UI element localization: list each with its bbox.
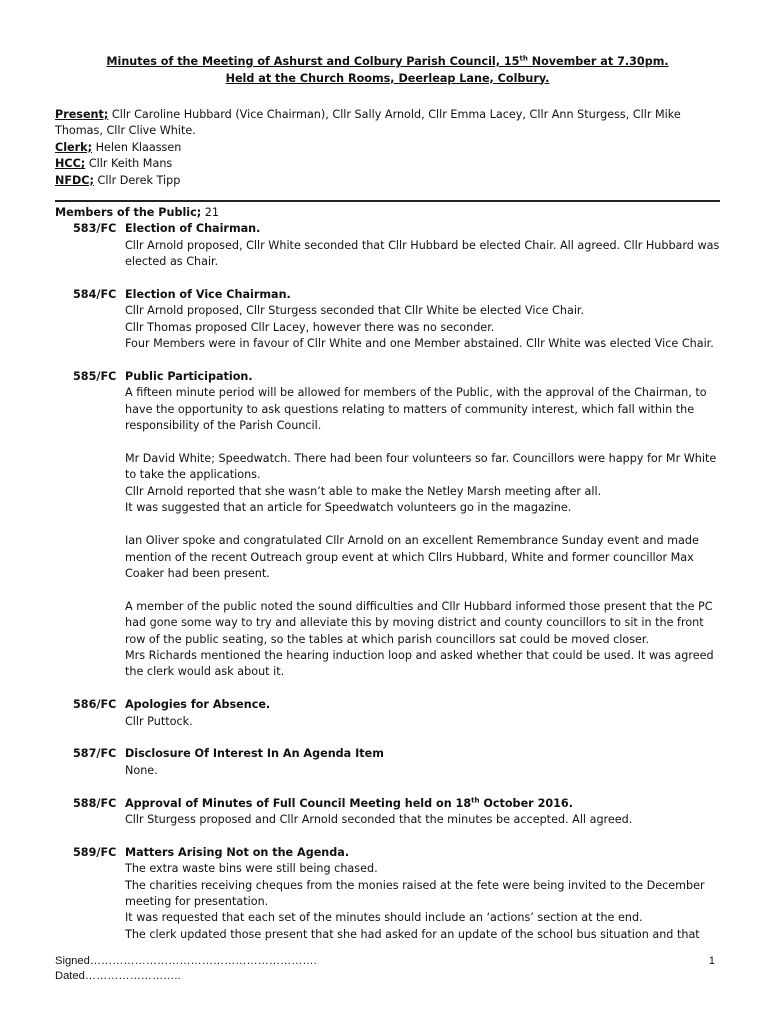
item-heading: Public Participation. xyxy=(125,370,253,384)
item-heading: Disclosure Of Interest In An Agenda Item xyxy=(125,747,384,761)
item-number: 586/FC xyxy=(73,698,117,712)
minute-item-583 xyxy=(55,221,720,270)
document-title xyxy=(55,54,720,87)
item-text: Cllr Arnold proposed, Cllr White seconded that Cllr Hubbard be elected Chair. All agreed. Cllr Hubbard was elected as Chair. xyxy=(125,238,720,269)
item-text: A member of the public noted the sound difficulties and Cllr Hubbard informed those present that the PC had gone some way to try and alleviate this by moving district and county councillors to sit in the front row of the public seating, so the tables at which parish councillors sat could be moved closer. xyxy=(125,599,713,646)
nfdc-line: NFDC; Cllr Derek Tipp xyxy=(55,173,181,187)
clerk-line: Clerk; Helen Klaassen xyxy=(55,140,182,154)
item-heading: Matters Arising Not on the Agenda. xyxy=(125,845,350,859)
item-number: 585/FC xyxy=(73,370,117,384)
item-text: The charities receiving cheques from the monies raised at the fete were being invited to the December meeting for presentation. xyxy=(125,878,705,908)
minute-item-587 xyxy=(55,746,720,779)
item-text: Cllr Puttock. xyxy=(125,714,193,728)
item-number: 587/FC xyxy=(73,747,117,761)
dated-line: Dated…………………….. xyxy=(55,970,181,982)
minute-item-585 xyxy=(55,369,720,681)
item-text: Ian Oliver spoke and congratulated Cllr Arnold on an excellent Remembrance Sunday event and made mention of the recent Outreach group event at which Cllrs Hubbard, White and former councillor Max Coaker had been present. xyxy=(125,534,699,580)
attendance-block xyxy=(55,107,720,189)
item-number: 584/FC xyxy=(73,288,117,302)
item-text: The clerk updated those present that she had asked for an update of the school bus situation and that xyxy=(125,927,700,941)
document-page xyxy=(55,54,720,943)
item-heading: Apologies for Absence. xyxy=(125,698,271,712)
item-text: A fifteen minute period will be allowed for members of the Public, with the approval of the Chairman, to have the opportunity to ask questions relating to matters of community interest, which fall within the responsibility of the Parish Council. xyxy=(125,386,707,433)
item-heading: Election of Chairman. xyxy=(125,222,261,236)
item-text: Cllr Arnold reported that she wasn’t able to make the Netley Marsh meeting after all. xyxy=(125,484,602,498)
item-number: 583/FC xyxy=(73,222,117,236)
item-number: 589/FC xyxy=(73,845,117,859)
minute-item-586 xyxy=(55,697,720,730)
minute-item-589 xyxy=(55,845,720,943)
minute-item-584 xyxy=(55,287,720,353)
item-text: Cllr Sturgess proposed and Cllr Arnold seconded that the minutes be accepted. All agreed. xyxy=(125,812,633,826)
item-text: It was suggested that an article for Speedwatch volunteers go in the magazine. xyxy=(125,501,572,515)
item-text: None. xyxy=(125,763,158,777)
item-text: Cllr Arnold proposed, Cllr Sturgess seconded that Cllr White be elected Vice Chair. xyxy=(125,304,585,318)
title-line-1: Minutes of the Meeting of Ashurst and Colbury Parish Council, 15th November at 7.30pm. xyxy=(106,54,669,68)
item-text: It was requested that each set of the minutes should include an ‘actions’ section at the end. xyxy=(125,911,643,925)
item-text: Four Members were in favour of Cllr White and one Member abstained. Cllr White was elected Vice Chair. xyxy=(125,337,714,351)
item-text: Mrs Richards mentioned the hearing induction loop and asked whether that could be used. It was agreed the clerk would ask about it. xyxy=(125,648,714,679)
minute-item-588 xyxy=(55,796,720,829)
item-heading: Approval of Minutes of Full Council Meeting held on 18th October 2016. xyxy=(125,795,573,810)
section-divider xyxy=(55,200,720,202)
title-line-2: Held at the Church Rooms, Deerleap Lane, Colbury. xyxy=(225,71,550,85)
item-heading: Election of Vice Chairman. xyxy=(125,288,291,302)
page-number: 1 xyxy=(708,955,715,967)
item-text: Cllr Thomas proposed Cllr Lacey, however there was no seconder. xyxy=(125,320,495,334)
item-number: 588/FC xyxy=(73,796,117,810)
page-footer xyxy=(55,954,715,984)
present-line: Present; Cllr Caroline Hubbard (Vice Chairman), Cllr Sally Arnold, Cllr Emma Lacey, Cllr Ann Sturgess, Cllr Mike Thomas, Cllr Clive White. xyxy=(55,108,681,138)
item-text: The extra waste bins were still being chased. xyxy=(125,862,378,876)
members-of-public: Members of the Public; 21 xyxy=(55,206,220,220)
hcc-line: HCC; Cllr Keith Mans xyxy=(55,157,173,171)
signed-line: Signed……………………………………………………. xyxy=(55,955,317,967)
item-text: Mr David White; Speedwatch. There had been four volunteers so far. Councillors were happy for Mr White to take the applications. xyxy=(125,452,717,482)
